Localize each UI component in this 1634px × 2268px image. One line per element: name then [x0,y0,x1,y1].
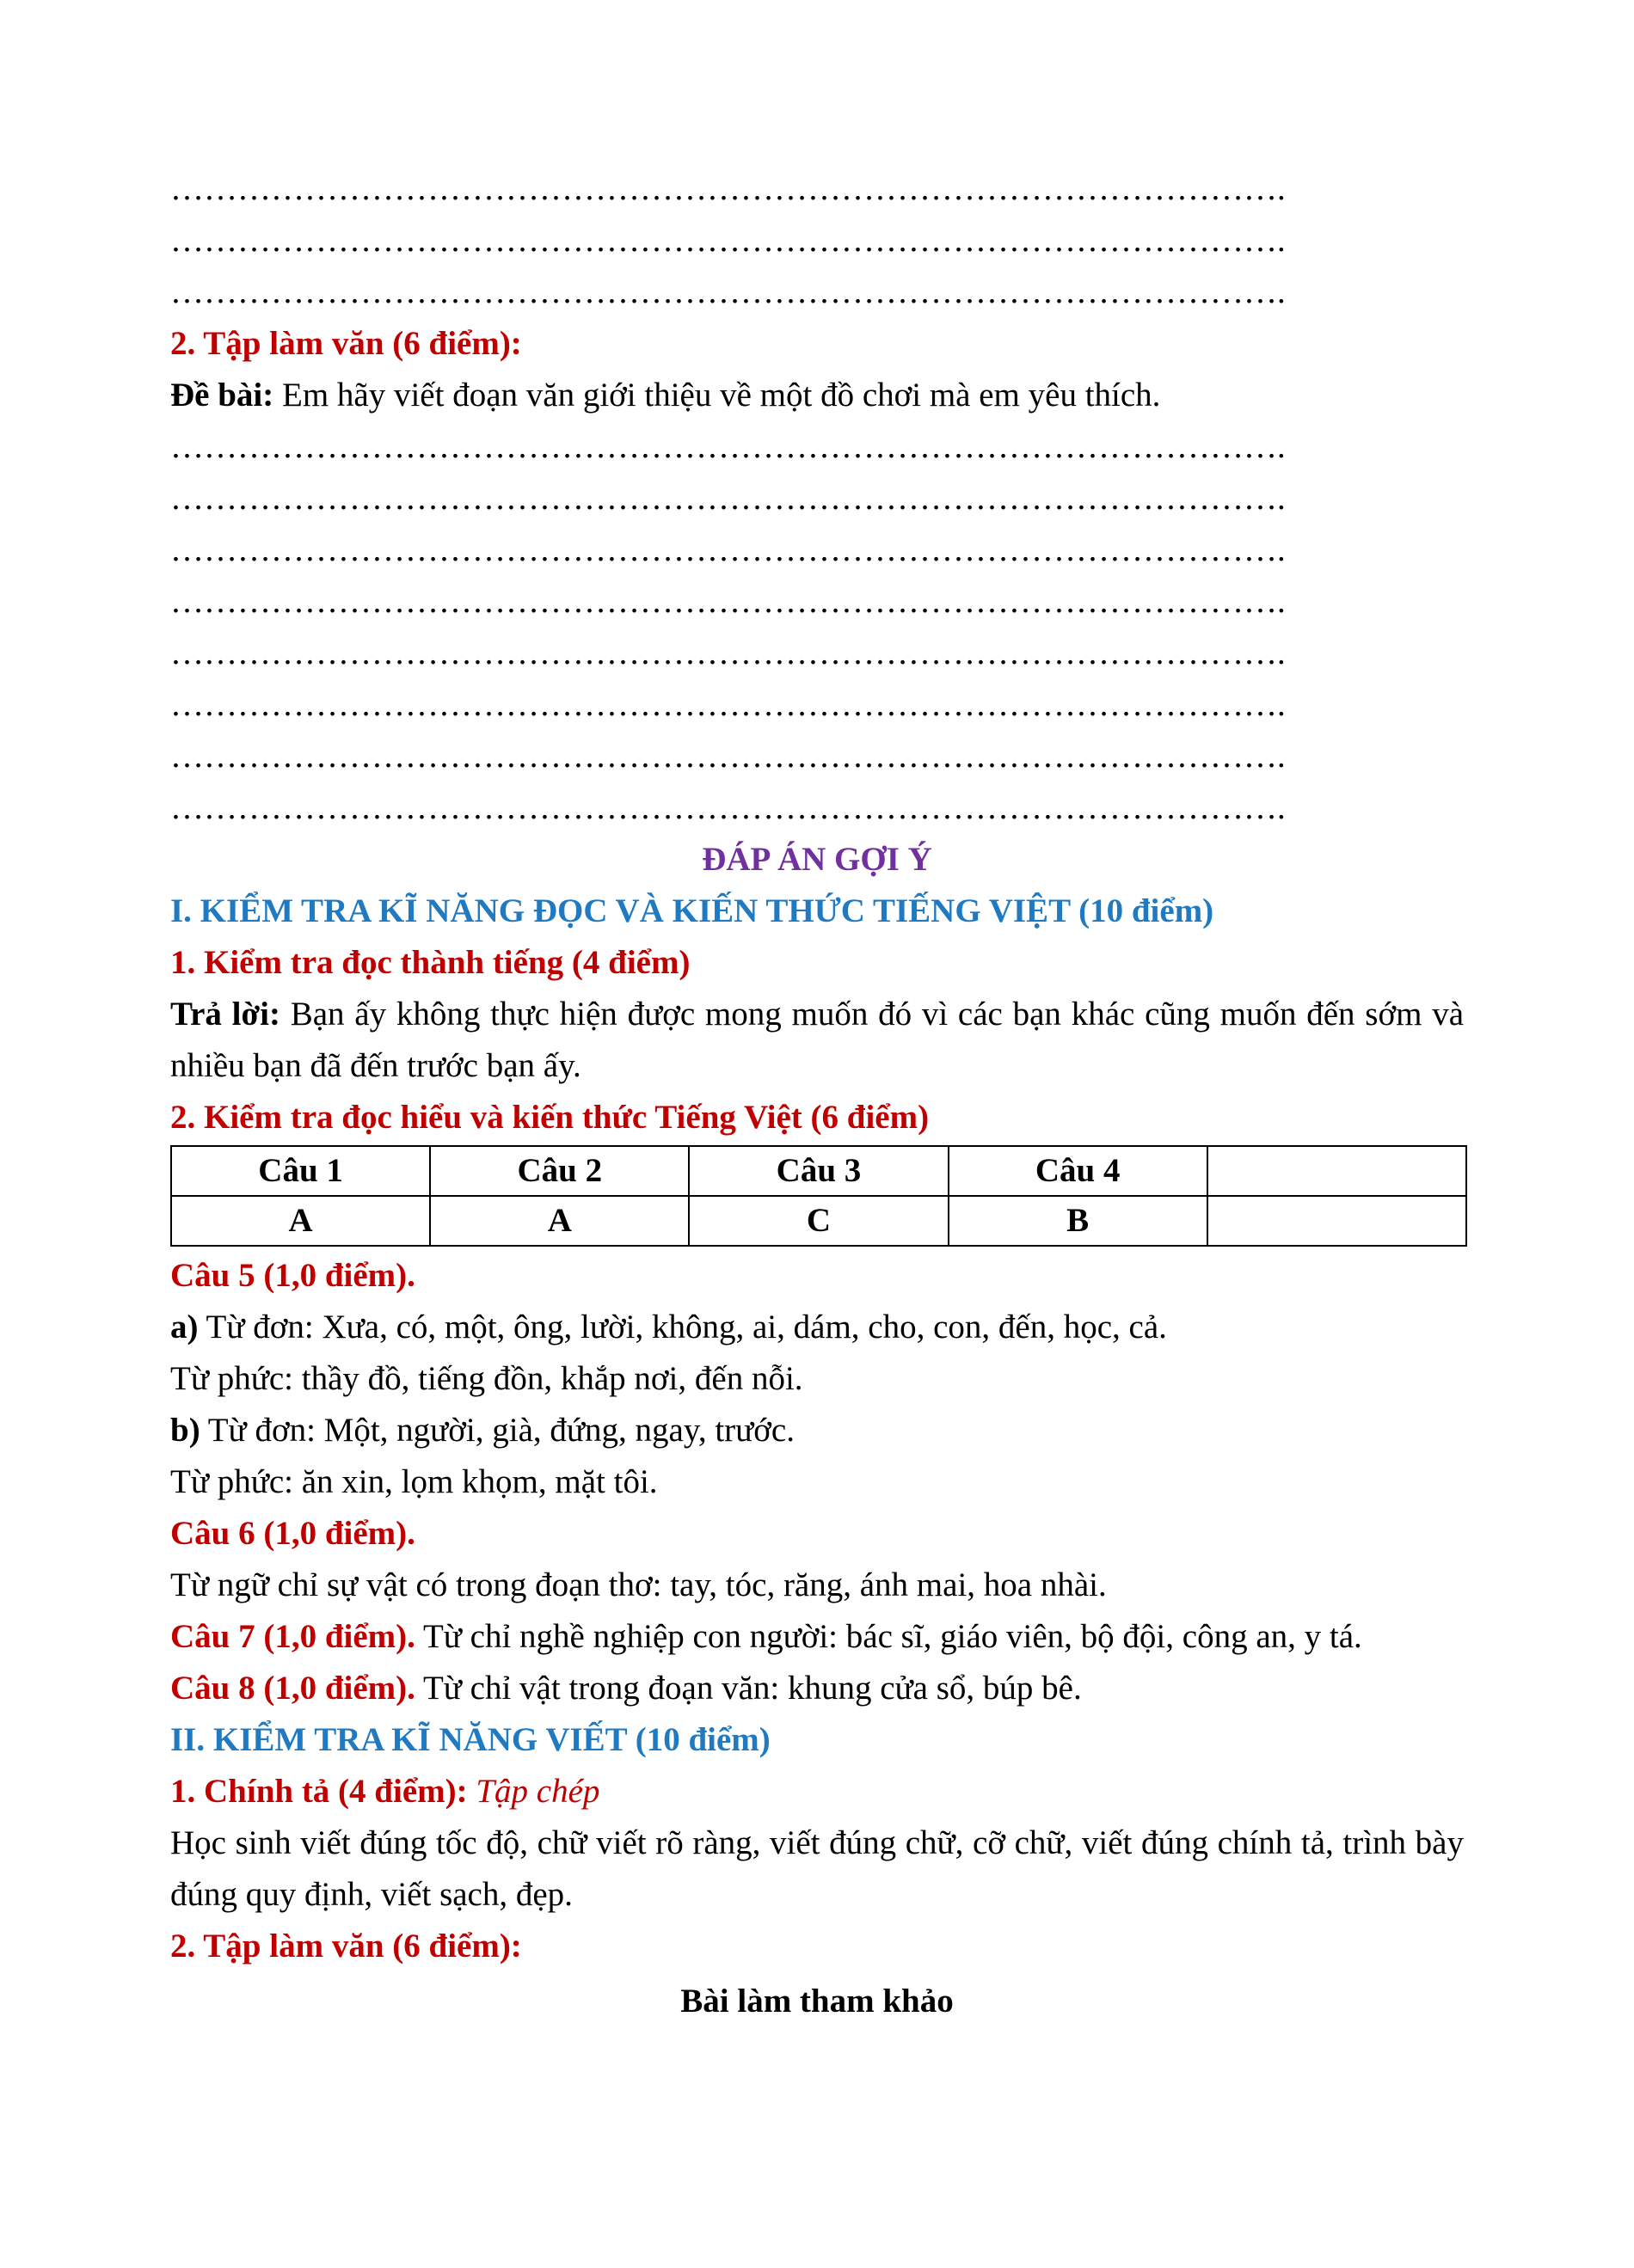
cau5-a-don [170,1302,1464,1353]
part1-sub1-answer [170,989,1464,1092]
answer-table [170,1145,1467,1247]
table-header-cell: Câu 3 [689,1146,948,1196]
dotted-answer-line: ………………………………………………………………………………………. [170,428,1286,465]
dotted-answer-line: ………………………………………………………………………………………. [170,686,1286,723]
table-header-row [171,1146,1466,1196]
table-header-cell: Câu 2 [430,1146,689,1196]
dotted-answer-line: ………………………………………………………………………………………. [170,789,1286,826]
cau5-b-don [170,1405,1464,1456]
table-cell [1207,1196,1466,1246]
cau7-text: Từ chỉ nghề nghiệp con người: bác sĩ, giáo viên, bộ đội, công an, y tá. [415,1618,1362,1655]
cau5-b-don-text: Từ đơn: Một, người, già, đứng, ngay, trước. [200,1412,795,1449]
part2-heading: II. KIỂM TRA KĨ NĂNG VIẾT (10 điểm) [170,1721,771,1758]
top-dots-block [170,163,1464,318]
dotted-answer-line: ………………………………………………………………………………………. [170,738,1286,775]
table-header-cell [1207,1146,1466,1196]
dotted-answer-line: ………………………………………………………………………………………. [170,480,1286,517]
cau5-a-label: a) [170,1309,199,1345]
prompt-label: Đề bài: [170,377,274,414]
dotted-answer-line: ………………………………………………………………………………………. [170,170,1286,207]
dotted-answer-line: ………………………………………………………………………………………. [170,583,1286,620]
cau5-a-phuc: Từ phức: thầy đồ, tiếng đồn, khắp nơi, đến nỗi. [170,1360,803,1397]
dotted-answer-line: ………………………………………………………………………………………. [170,222,1286,259]
cau8-paragraph [170,1663,1464,1714]
cau7-heading: Câu 7 (1,0 điểm). [170,1618,415,1655]
table-header-cell: Câu 1 [171,1146,430,1196]
cau8-heading: Câu 8 (1,0 điểm). [170,1670,415,1707]
table-cell: B [949,1196,1207,1246]
part1-sub1-heading: 1. Kiểm tra đọc thành tiếng (4 điểm) [170,944,691,981]
tlv-prompt [170,370,1464,421]
part2-sub1-text: Học sinh viết đúng tốc độ, chữ viết rõ ràng, viết đúng chữ, cỡ chữ, viết đúng chính tả, trình bày đúng quy định, viết sạch, đẹp. [170,1824,1464,1913]
cau8-text: Từ chỉ vật trong đoạn văn: khung cửa sổ, búp bê. [415,1670,1082,1707]
part2-sub2-heading: 2. Tập làm văn (6 điểm): [170,1928,522,1965]
cau5-b-phuc: Từ phức: ăn xin, lọm khọm, mặt tôi. [170,1463,658,1500]
part1-sub2-heading: 2. Kiểm tra đọc hiểu và kiến thức Tiếng Việt (6 điểm) [170,1099,930,1136]
answer-label: Trả lời: [170,996,280,1033]
dotted-answer-line: ………………………………………………………………………………………. [170,634,1286,671]
cau5-a-don-text: Từ đơn: Xưa, có, một, ông, lười, không, ai, dám, cho, con, đến, học, cả. [198,1309,1167,1345]
prompt-text: Em hãy viết đoạn văn giới thiệu về một đồ chơi mà em yêu thích. [273,377,1161,414]
part2-sub1-italic: Tập chép [467,1773,600,1810]
cau5-b-label: b) [170,1412,200,1449]
cau7-paragraph [170,1611,1464,1663]
dotted-answer-line: ………………………………………………………………………………………. [170,273,1286,310]
part2-sub1-heading-line [170,1766,1464,1817]
part2-sub1-heading: 1. Chính tả (4 điểm): [170,1773,468,1810]
cau6-heading: Câu 6 (1,0 điểm). [170,1515,415,1552]
part1-heading: I. KIỂM TRA KĨ NĂNG ĐỌC VÀ KIẾN THỨC TIẾNG VIỆT (10 điểm) [170,892,1214,929]
answer-dots-block [170,421,1464,834]
cau5-heading: Câu 5 (1,0 điểm). [170,1257,415,1294]
reference-title: Bài làm tham khảo [680,1983,954,2020]
tlv-heading: 2. Tập làm văn (6 điểm): [170,325,522,362]
cau6-text: Từ ngữ chỉ sự vật có trong đoạn thơ: tay, tóc, răng, ánh mai, hoa nhài. [170,1566,1107,1603]
table-cell: A [171,1196,430,1246]
answer-title: ĐÁP ÁN GỢI Ý [702,841,932,878]
table-row [171,1196,1466,1246]
answer-text: Bạn ấy không thực hiện được mong muốn đó vì các bạn khác cũng muốn đến sớm và nhiều bạn đã đến trước bạn ấy. [170,996,1465,1084]
dotted-answer-line: ………………………………………………………………………………………. [170,531,1286,568]
table-cell: A [430,1196,689,1246]
document-page [170,163,1464,2027]
table-header-cell: Câu 4 [949,1146,1207,1196]
table-cell: C [689,1196,948,1246]
